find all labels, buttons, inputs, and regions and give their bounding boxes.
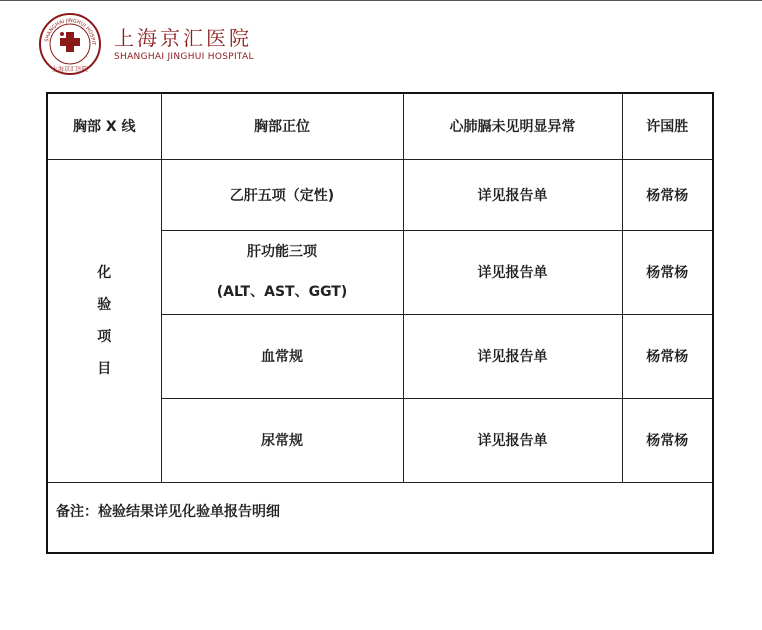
doctor-cell: 许国胜 (622, 94, 712, 159)
result-cell: 详见报告单 (403, 230, 622, 314)
top-border-line (0, 0, 762, 1)
result-cell: 详见报告单 (403, 314, 622, 398)
lab-category-char: 目 (97, 360, 112, 377)
item-line: 肝功能三项 (247, 244, 317, 260)
lab-category-char: 验 (97, 296, 112, 313)
report-table (46, 92, 714, 554)
lab-category-char: 项 (97, 328, 112, 345)
item-cell (161, 230, 403, 314)
note-text: 备注：检验结果详见化验单报告明细 (56, 504, 280, 520)
logo-ring-text: SHANGHAI JINGHUI HOSPIT (44, 17, 97, 45)
table-row (48, 159, 712, 230)
category-cell: 胸部 X 线 (48, 94, 161, 159)
hospital-header (38, 14, 254, 74)
lab-category-cell (48, 159, 161, 482)
lab-category-char: 化 (97, 264, 112, 281)
hospital-logo (38, 12, 102, 76)
doctor-cell: 杨常杨 (622, 159, 712, 230)
table-row (48, 94, 712, 159)
hospital-name-cn: 上海京汇医院 (114, 26, 252, 50)
logo-bottom-text: 上海京汇医院 (51, 66, 89, 73)
note-row (48, 482, 712, 552)
result-cell: 详见报告单 (403, 398, 622, 482)
doctor-cell: 杨常杨 (622, 230, 712, 314)
doctor-cell: 杨常杨 (622, 314, 712, 398)
result-cell: 详见报告单 (403, 159, 622, 230)
item-cell: 乙肝五项（定性) (161, 159, 403, 230)
hospital-name-en: SHANGHAI JINGHUI HOSPITAL (114, 52, 254, 62)
item-cell: 血常规 (161, 314, 403, 398)
item-line: (ALT、AST、GGT) (216, 284, 348, 300)
item-cell: 胸部正位 (161, 94, 403, 159)
doctor-cell: 杨常杨 (622, 398, 712, 482)
result-cell: 心肺膈未见明显异常 (403, 94, 622, 159)
item-cell: 尿常规 (161, 398, 403, 482)
